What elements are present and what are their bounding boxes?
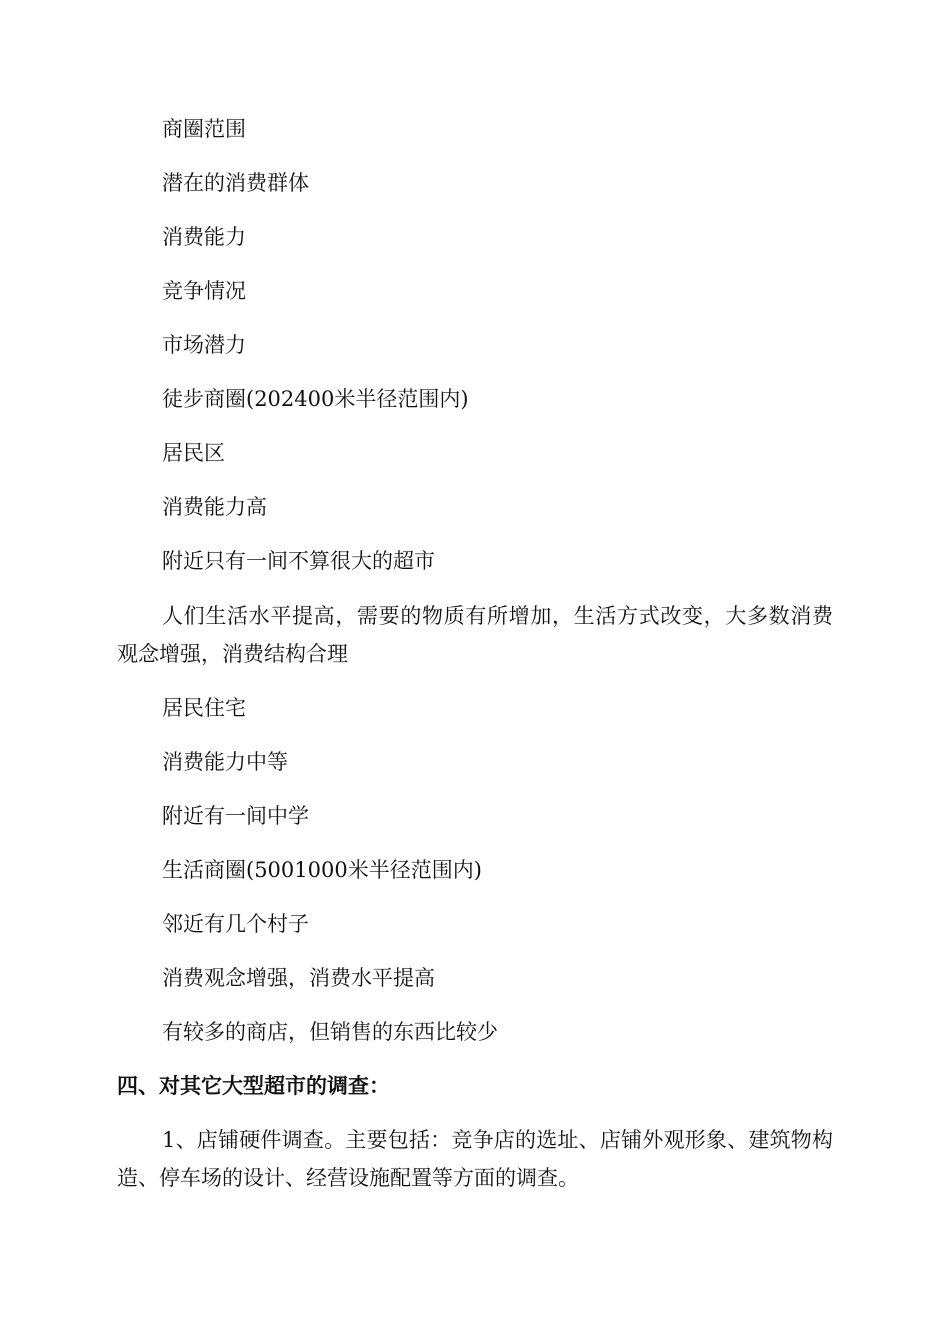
text-line: 居民区 [162, 441, 225, 465]
text-line: 消费观念增强，消费水平提高 [162, 966, 435, 990]
text-line: 商圈范围 [162, 117, 246, 141]
text-line: 附近只有一间不算很大的超市 [162, 549, 435, 573]
text-line: 居民住宅 [162, 696, 246, 720]
text-line: 附近有一间中学 [162, 804, 309, 828]
text-line: 消费能力中等 [162, 750, 288, 774]
section-heading: 四、对其它大型超市的调查： [117, 1073, 390, 1098]
text-line: 生活商圈(5001000米半径范围内) [162, 858, 482, 882]
text-line: 有较多的商店，但销售的东西比较少 [162, 1020, 498, 1044]
text-line: 徒步商圈(202400米半径范围内) [162, 387, 469, 411]
text-line: 市场潜力 [162, 333, 246, 357]
text-line: 潜在的消费群体 [162, 171, 309, 195]
text-line: 消费能力 [162, 225, 246, 249]
text-line: 邻近有几个村子 [162, 912, 309, 936]
text-line: 竞争情况 [162, 279, 246, 303]
paragraph: 1、店铺硬件调查。主要包括：竞争店的选址、店铺外观形象、建筑物构造、停车场的设计、经营设施配置等方面的调查。 [117, 1128, 833, 1190]
text-line: 消费能力高 [162, 495, 267, 519]
paragraph: 人们生活水平提高，需要的物质有所增加，生活方式改变，大多数消费观念增强，消费结构合理 [117, 604, 833, 666]
